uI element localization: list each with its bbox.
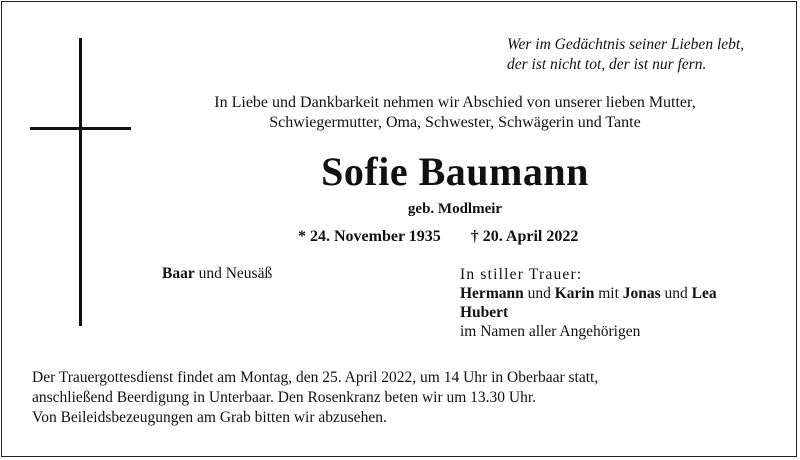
memorial-quote — [507, 35, 744, 75]
places — [162, 265, 272, 283]
cross-icon — [79, 38, 82, 326]
quote-line-1: Wer im Gedächtnis seiner Lieben lebt, — [507, 36, 745, 53]
intro-line-2: Schwiegermutter, Oma, Schwester, Schwägerin und Tante — [269, 114, 641, 131]
mourners-heading: In stiller Trauer: — [460, 266, 583, 283]
service-details — [32, 368, 782, 428]
mourner-name: Karin — [554, 285, 595, 302]
mourners-line-1 — [460, 284, 717, 303]
service-line-2: anschließend Beerdigung in Unterbaar. Den Rosenkranz beten wir um 13.30 Uhr. — [32, 389, 537, 406]
intro-line-1: In Liebe und Dankbarkeit nehmen wir Abschied von unserer lieben Mutter, — [214, 94, 696, 111]
mourners-closing: im Namen aller Angehörigen — [460, 323, 641, 340]
quote-line-2: der ist nicht tot, der ist nur fern. — [507, 56, 707, 73]
birth-date: * 24. November 1935 — [298, 228, 441, 245]
place-secondary: und Neusäß — [194, 265, 273, 282]
death-date: † 20. April 2022 — [470, 228, 579, 245]
birth-name: geb. Modlmeir — [407, 201, 503, 217]
mourner-name: Hubert — [460, 304, 509, 321]
place-primary: Baar — [162, 265, 195, 282]
connector-text: und — [660, 285, 692, 302]
service-line-1: Der Trauergottesdienst findet am Montag, den 25. April 2022, um 14 Uhr in Oberbaar statt, — [32, 369, 599, 386]
mourner-name: Lea — [691, 285, 717, 302]
life-dates — [298, 228, 578, 246]
connector-text: mit — [594, 285, 623, 302]
mourners-block — [460, 265, 717, 341]
mourner-name: Hermann — [460, 285, 524, 302]
deceased-name: Sofie Baumann — [321, 149, 589, 194]
connector-text: und — [523, 285, 555, 302]
obituary-notice — [1, 1, 797, 457]
mourners-line-2 — [460, 303, 717, 322]
intro-text — [162, 93, 748, 133]
service-line-3: Von Beileidsbezeugungen am Grab bitten wir abzusehen. — [32, 409, 387, 426]
mourner-name: Jonas — [622, 285, 661, 302]
cross-bar — [30, 127, 131, 130]
